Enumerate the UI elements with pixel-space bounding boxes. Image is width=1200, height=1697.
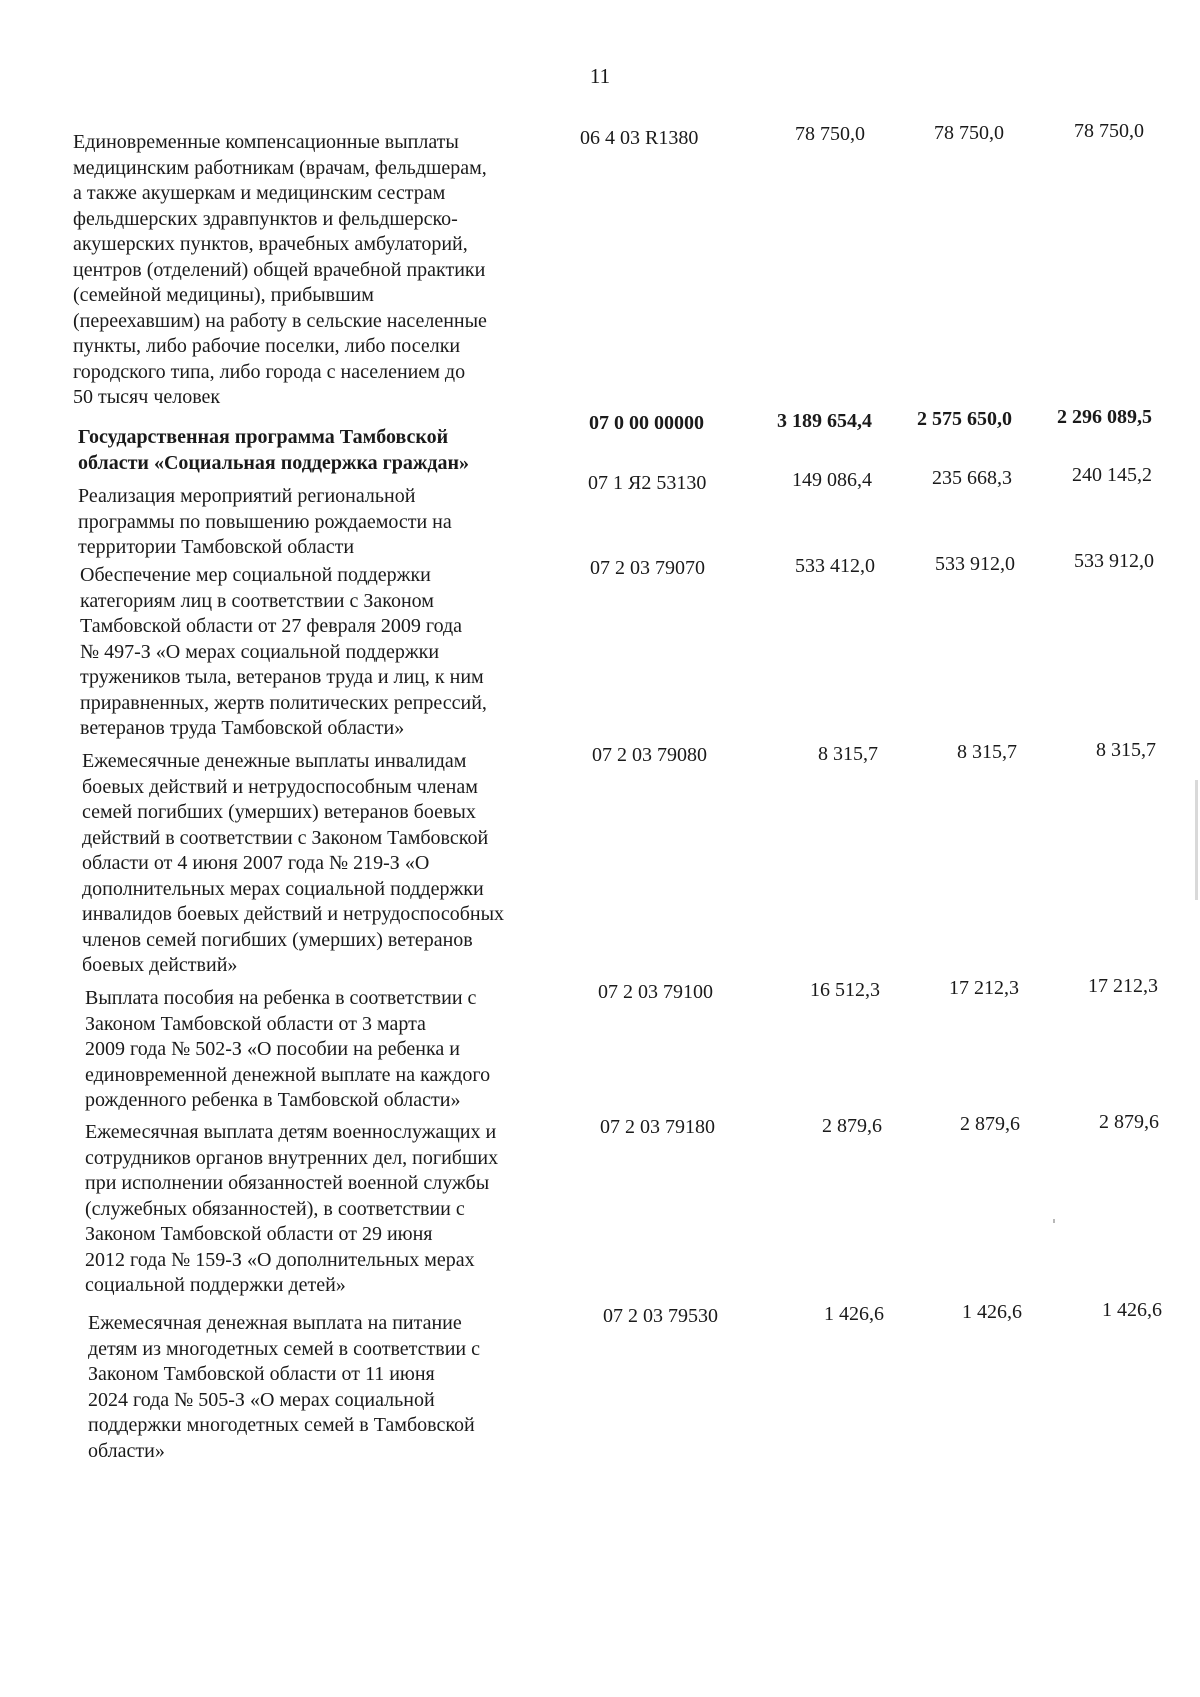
row-value-year3: 78 750,0 <box>1074 120 1144 142</box>
row-value-year1: 2 879,6 <box>822 1115 882 1137</box>
row-description: Выплата пособия на ребенка в соответствии с Законом Тамбовской области от 3 марта 2009 года № 502-З «О пособии на ребенка и единовременной денежной выплате на каждого рожденного ребенка в Тамбовской области» <box>85 987 491 1111</box>
row-code: 07 2 03 79180 <box>600 1116 715 1138</box>
row-value-year2: 2 879,6 <box>960 1113 1020 1135</box>
row-value-year3: 2 879,6 <box>1099 1111 1159 1133</box>
row-description: Ежемесячная денежная выплата на питание детям из многодетных семей в соответствии с Законом Тамбовской области от 11 июня 2024 года № 505-З «О мерах социальной поддержки многодетных семей в Тамбовской области» <box>88 1312 480 1462</box>
row-description: Реализация мероприятий региональной программы по повышению рождаемости на территории Тамбовской области <box>78 485 452 558</box>
row-value-year2: 17 212,3 <box>949 977 1019 999</box>
row-code: 07 2 03 79530 <box>603 1305 718 1327</box>
row-value-year1: 8 315,7 <box>818 743 878 765</box>
row-value-year2: 2 575 650,0 <box>917 408 1012 430</box>
row-description: Обеспечение мер социальной поддержки категориям лиц в соответствии с Законом Тамбовской области от 27 февраля 2009 года № 497-З «О мерах социальной поддержки тружеников тыла, ветеранов труда и лиц, к ним приравненных, жертв политических репрессий, ветеранов труда Тамбовской области» <box>80 564 487 739</box>
scan-speck <box>1053 1219 1055 1223</box>
row-value-year3: 2 296 089,5 <box>1057 406 1152 428</box>
row-code: 07 2 03 79100 <box>598 981 713 1003</box>
row-description: Государственная программа Тамбовской области «Социальная поддержка граждан» <box>78 426 470 474</box>
row-description: Единовременные компенсационные выплаты медицинским работникам (врачам, фельдшерам, а также акушеркам и медицинским сестрам фельдшерских здравпунктов и фельдшерско- акушерских пунктов, врачебных амбулаторий, центров (отделений) общей врачебной практики (семейной медицины), прибывшим (переехавшим) на работу в сельские населенные пункты, либо рабочие поселки, либо поселки городского типа, либо города с населением до 50 тысяч человек <box>73 131 487 408</box>
row-value-year3: 8 315,7 <box>1096 739 1156 761</box>
row-value-year2: 533 912,0 <box>935 553 1015 575</box>
row-value-year1: 16 512,3 <box>810 979 880 1001</box>
row-code: 06 4 03 R1380 <box>580 127 699 149</box>
row-value-year1: 3 189 654,4 <box>777 410 872 432</box>
row-value-year2: 235 668,3 <box>932 467 1012 489</box>
row-description: Ежемесячная выплата детям военнослужащих и сотрудников органов внутренних дел, погибших при исполнении обязанностей военной службы (служебных обязанностей), в соответствии с Законом Тамбовской области от 29 июня 2012 года № 159-З «О дополнительных мерах социальной поддержки детей» <box>85 1121 499 1296</box>
row-value-year1: 1 426,6 <box>824 1303 884 1325</box>
row-code: 07 1 Я2 53130 <box>588 472 707 494</box>
row-code: 07 0 00 00000 <box>589 412 704 434</box>
row-value-year2: 78 750,0 <box>934 122 1004 144</box>
row-description: Ежемесячные денежные выплаты инвалидам боевых действий и нетрудоспособным членам семей погибших (умерших) ветеранов боевых действий в соответствии с Законом Тамбовской области от 4 июня 2007 года № 219-З «О дополнительных мерах социальной поддержки инвалидов боевых действий и нетрудоспособных членов семей погибших (умерших) ветеранов боевых действий» <box>82 750 505 976</box>
row-value-year3: 533 912,0 <box>1074 550 1154 572</box>
row-value-year3: 240 145,2 <box>1072 464 1152 486</box>
scan-speck <box>1195 780 1198 900</box>
row-value-year3: 17 212,3 <box>1088 975 1158 997</box>
row-value-year1: 533 412,0 <box>795 555 875 577</box>
row-value-year2: 1 426,6 <box>962 1301 1022 1323</box>
row-value-year3: 1 426,6 <box>1102 1299 1162 1321</box>
row-value-year1: 78 750,0 <box>795 123 865 145</box>
row-value-year1: 149 086,4 <box>792 469 872 491</box>
row-code: 07 2 03 79070 <box>590 557 705 579</box>
row-value-year2: 8 315,7 <box>957 741 1017 763</box>
row-code: 07 2 03 79080 <box>592 744 707 766</box>
page-number: 11 <box>589 64 611 88</box>
